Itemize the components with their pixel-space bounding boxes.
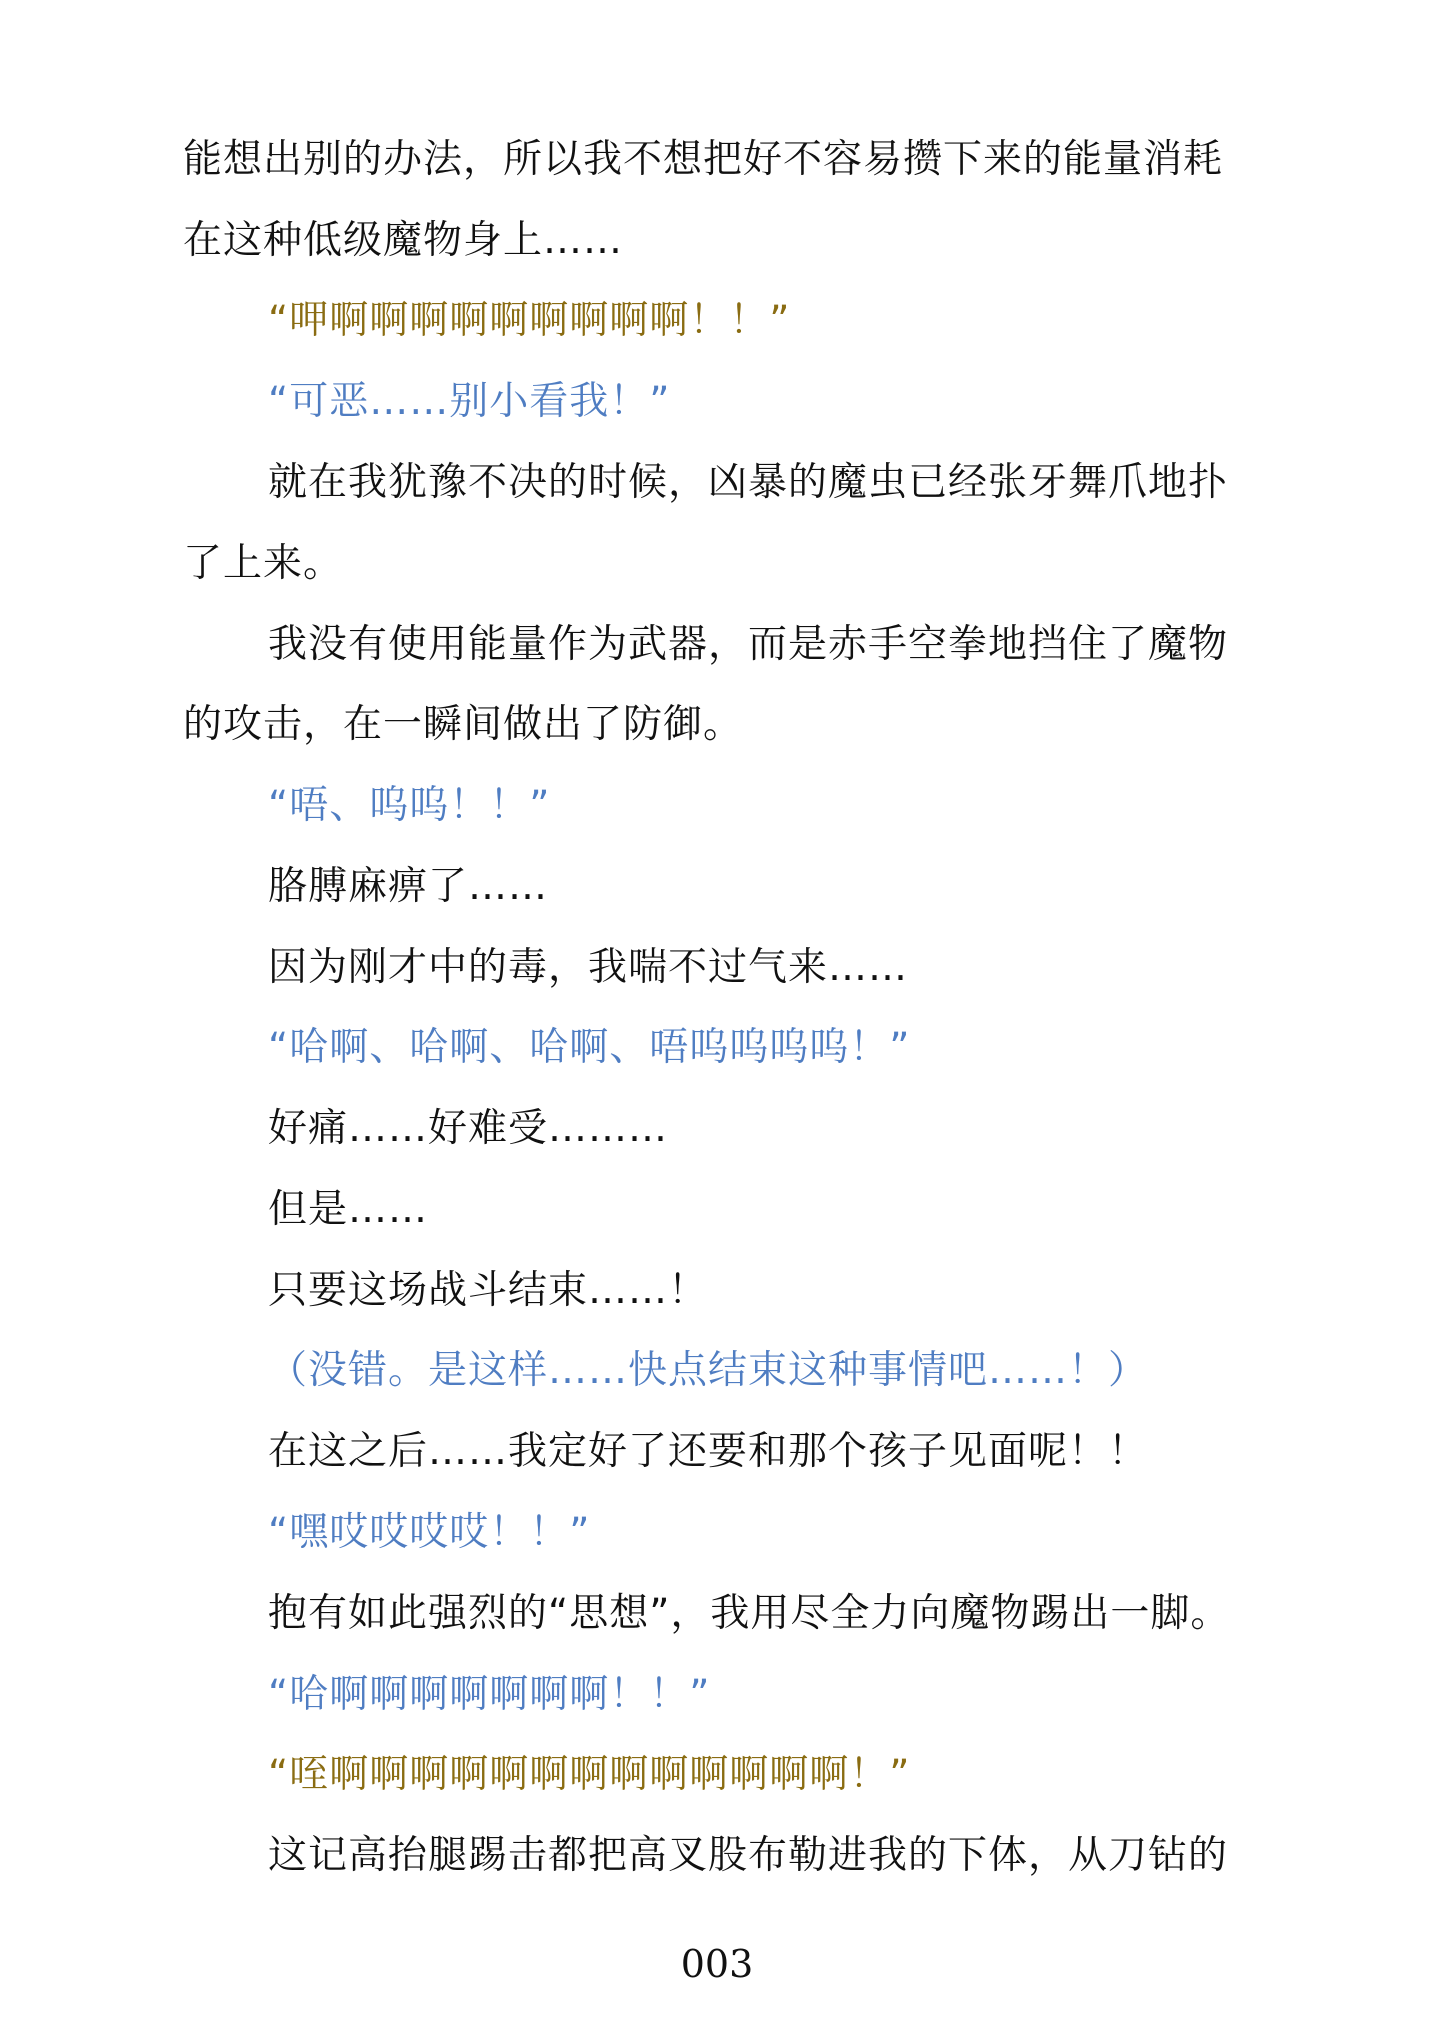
dialogue-line-20: “哈啊啊啊啊啊啊啊！！” [268, 1672, 711, 1717]
text-line-19: 抱有如此强烈的“思想”，我用尽全力向魔物踢出一脚。 [268, 1591, 1231, 1636]
text-line-6: 了上来。 [183, 541, 344, 586]
dialogue-line-4: “可恶……别小看我！” [268, 379, 671, 424]
text-line-13: 好痛……好难受……… [268, 1106, 669, 1151]
text-line-10: 胳膊麻痹了…… [268, 864, 549, 909]
page-number: 003 [680, 1942, 754, 1986]
text-line-15: 只要这场战斗结束……！ [268, 1268, 709, 1313]
dialogue-line-3: “呷啊啊啊啊啊啊啊啊啊！！” [268, 298, 791, 343]
dialogue-line-9: “唔、呜呜！！” [268, 783, 551, 828]
text-line-17: 在这之后……我定好了还要和那个孩子见面呢！！ [268, 1429, 1149, 1474]
dialogue-line-18: “嘿哎哎哎哎！！” [268, 1510, 591, 1555]
text-line-11: 因为刚才中的毒，我喘不过气来…… [268, 945, 909, 990]
text-line-22: 这记高抬腿踢击都把高叉股布勒进我的下体，从刀钻的 [268, 1833, 1229, 1878]
text-line-5: 就在我犹豫不决的时候，凶暴的魔虫已经张牙舞爪地扑 [268, 460, 1229, 505]
text-line-14: 但是…… [268, 1187, 429, 1232]
text-line-7: 我没有使用能量作为武器，而是赤手空拳地挡住了魔物 [268, 622, 1229, 667]
dialogue-line-16: （没错。是这样……快点结束这种事情吧……！） [268, 1348, 1149, 1393]
text-line-1: 能想出别的办法，所以我不想把好不容易攒下来的能量消耗 [183, 137, 1224, 182]
text-line-2: 在这种低级魔物身上…… [183, 218, 624, 263]
dialogue-line-21: “咥啊啊啊啊啊啊啊啊啊啊啊啊啊！” [268, 1752, 911, 1797]
dialogue-line-12: “哈啊、哈啊、哈啊、唔呜呜呜呜！” [268, 1025, 911, 1070]
text-line-8: 的攻击，在一瞬间做出了防御。 [183, 702, 744, 747]
